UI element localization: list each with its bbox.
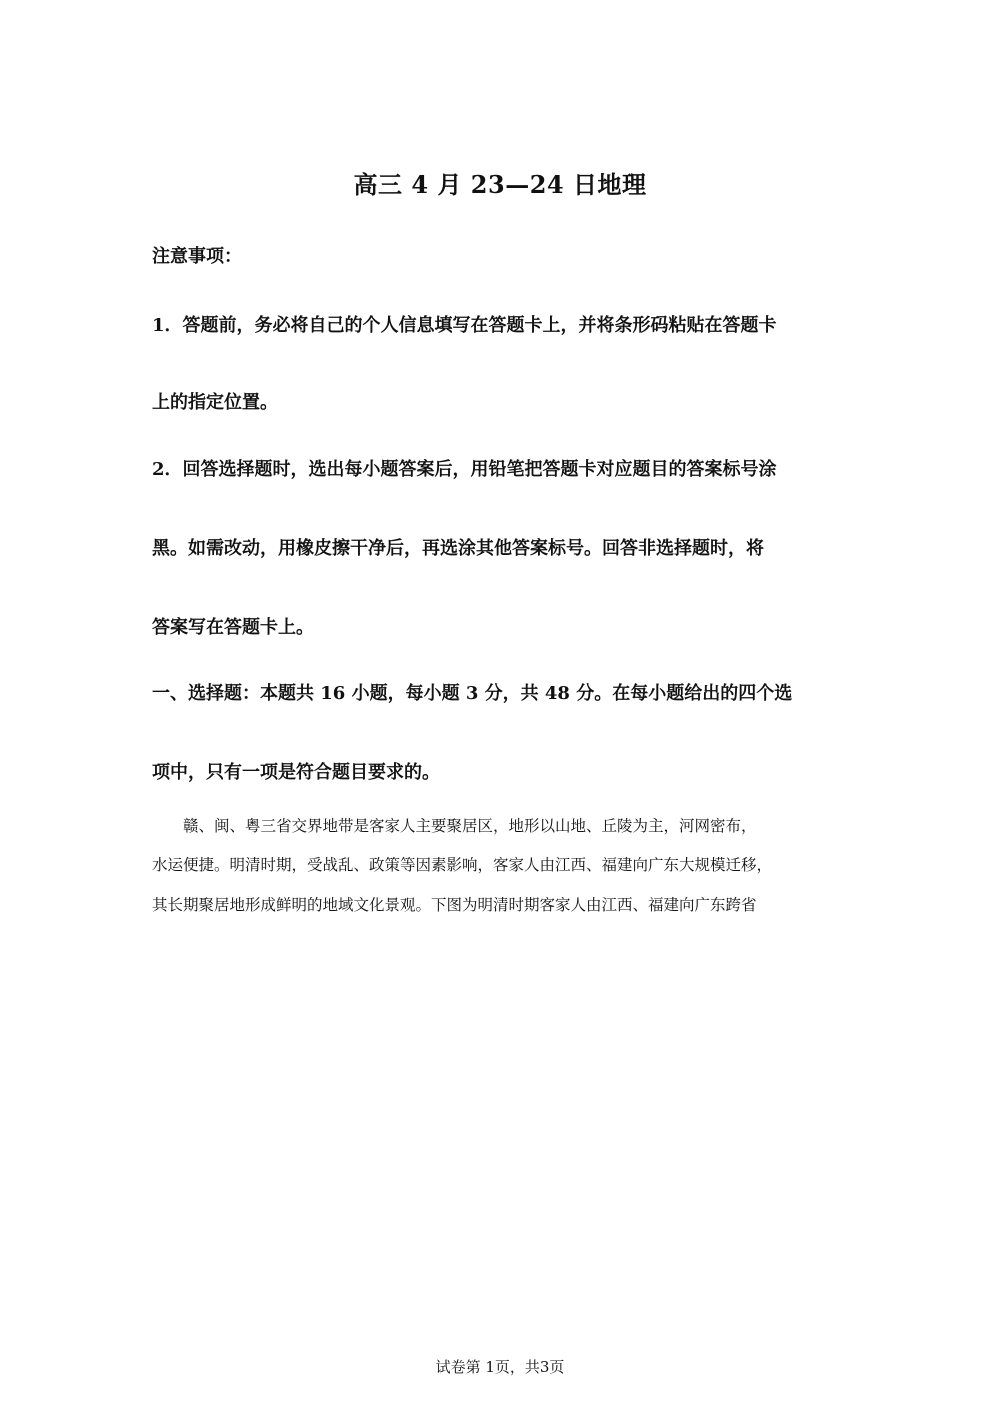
section-heading-line-1: 一、选择题：本题共 16 小题，每小题 3 分，共 48 分。在每小题给出的四个选 xyxy=(152,683,793,704)
passage-line-1: 赣、闽、粤三省交界地带是客家人主要聚居区，地形以山地、丘陵为主，河网密布， xyxy=(152,817,757,835)
exam-title: 高三 4 月 23—24 日地理 xyxy=(353,170,647,199)
notice-line-5: 答案写在答题卡上。 xyxy=(152,617,314,638)
passage-line-3: 其长期聚居地形成鲜明的地域文化景观。下图为明清时期客家人由江西、福建向广东跨省 xyxy=(152,896,757,914)
notice-line-3: 2．回答选择题时，选出每小题答案后，用铅笔把答题卡对应题目的答案标号涂 xyxy=(152,459,777,480)
page-footer: 试卷第 1页，共3页 xyxy=(435,1358,565,1376)
notice-line-2: 上的指定位置。 xyxy=(152,392,278,413)
notice-line-4: 黑。如需改动，用橡皮擦干净后，再选涂其他答案标号。回答非选择题时，将 xyxy=(152,538,764,559)
passage-line-2: 水运便捷。明清时期，受战乱、政策等因素影响，客家人由江西、福建向广东大规模迁移， xyxy=(152,856,773,874)
section-heading-line-2: 项中，只有一项是符合题目要求的。 xyxy=(152,762,440,783)
notice-line-1: 1．答题前，务必将自己的个人信息填写在答题卡上，并将条形码粘贴在答题卡 xyxy=(152,315,777,336)
notice-heading: 注意事项： xyxy=(152,246,242,267)
